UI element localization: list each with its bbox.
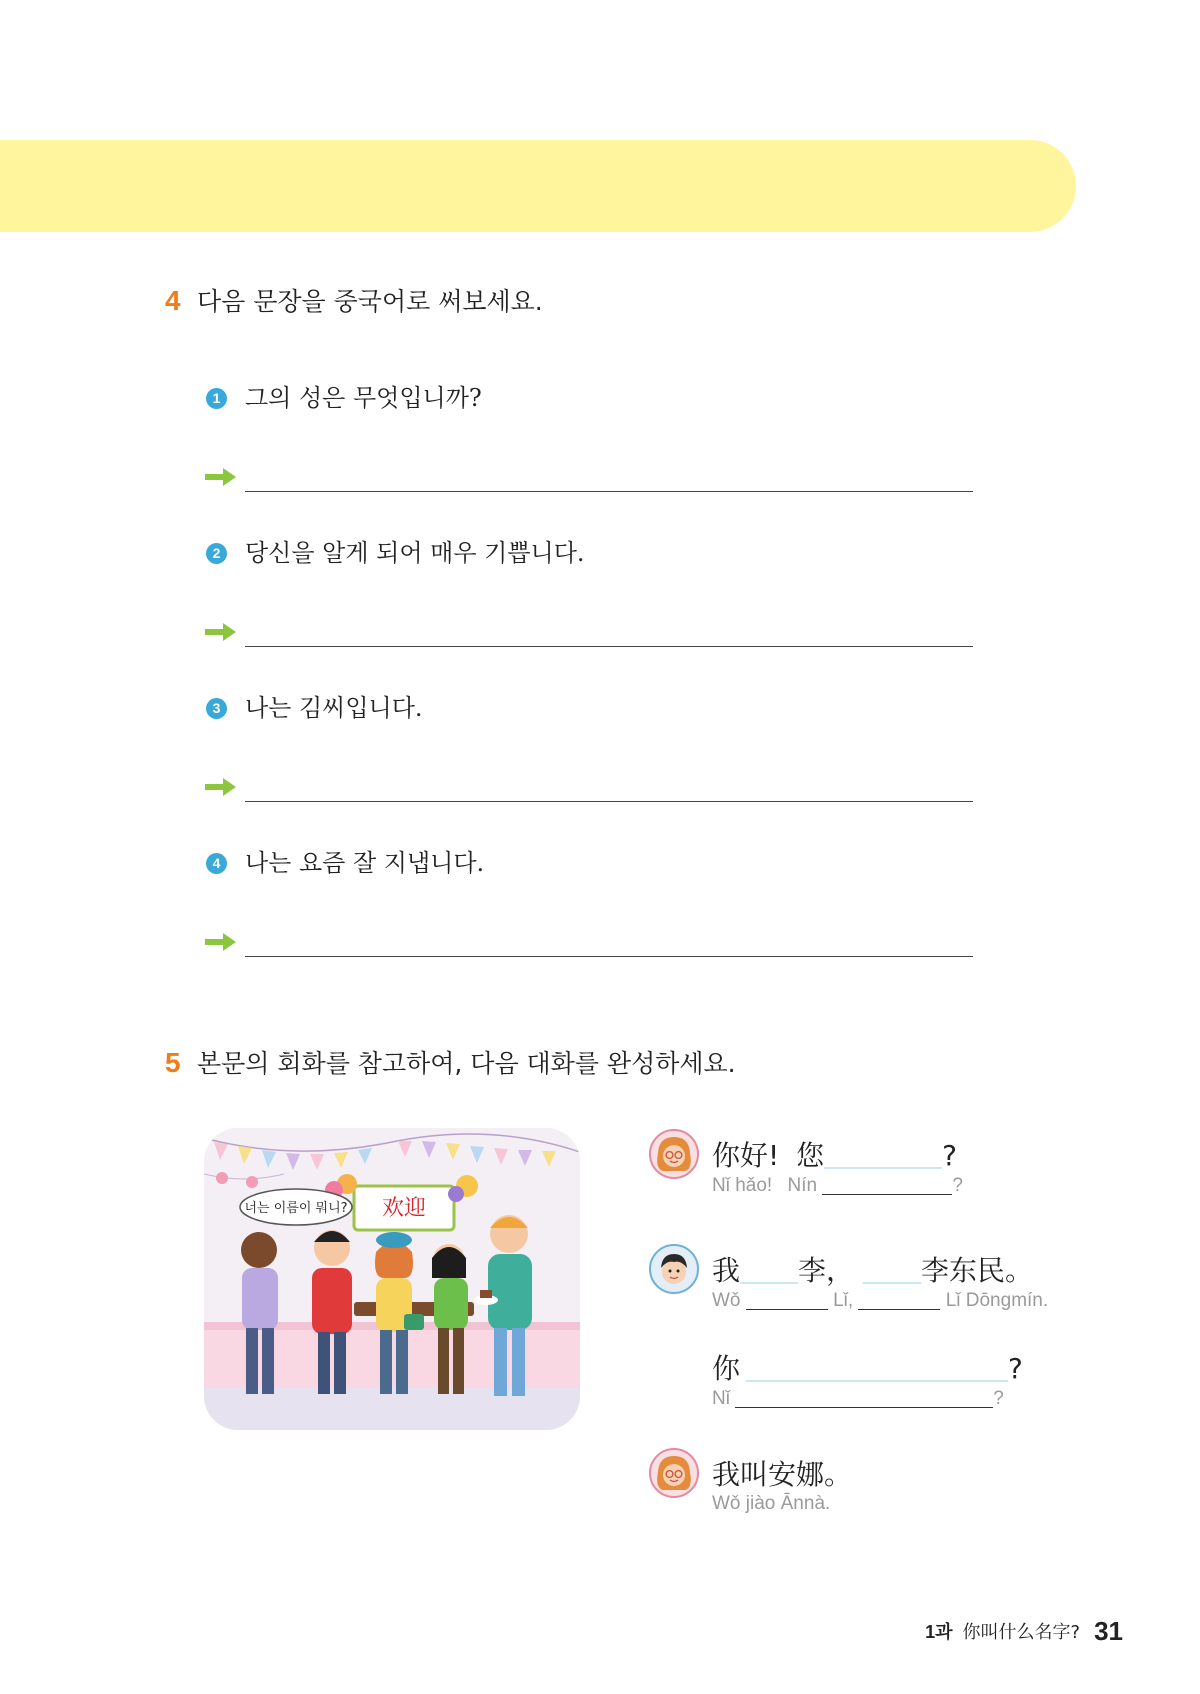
text-segment: Wǒ [712,1290,741,1311]
text-segment: 您 [796,1139,825,1172]
header-banner [0,140,1076,232]
text-segment: 李东民。 [920,1254,1033,1287]
fill-in-blank[interactable] [863,1254,921,1284]
page-number: 31 [1094,1616,1123,1646]
text-segment: ? [942,1139,958,1172]
text-segment: ? [993,1388,1004,1409]
fill-in-blank[interactable] [740,1254,798,1284]
question-4-heading [165,282,543,318]
answer-line[interactable] [245,491,973,492]
anna-avatar [649,1448,699,1498]
answer-line[interactable] [245,956,973,957]
page-footer [925,1616,1123,1647]
dialog-line-3-pinyin [712,1387,1004,1410]
arrow-right-icon [205,622,237,642]
dialog-line-1-pinyin [712,1174,963,1197]
party-scene-image [204,1128,580,1430]
dialog-line-2-cn [712,1249,1033,1289]
item-number-badge: 1 [206,388,227,409]
item-text: 당신을 알게 되어 매우 기쁩니다. [245,539,585,567]
q4-item-4 [206,843,484,878]
dialog-line-3-cn [712,1347,1023,1387]
text-segment: Nǐ hǎo! [712,1175,773,1196]
question-5-heading [165,1044,736,1080]
question-number: 4 [165,285,181,316]
text-segment: 我叫安娜。 [712,1458,853,1491]
girl-face-icon [649,1448,699,1498]
item-number-badge: 3 [206,698,227,719]
girl-face-icon [649,1129,699,1179]
dialog-line-2-pinyin [712,1289,1048,1312]
text-segment: Wǒ jiào Ānnà. [712,1493,831,1514]
item-number-badge: 2 [206,543,227,564]
speech-bubble-text: 너는 이름이 뭐니? [244,1201,348,1216]
arrow-right-icon [205,467,237,487]
q4-item-3 [206,688,423,723]
item-text: 그의 성은 무엇입니까? [245,384,482,412]
arrow-right-icon [205,932,237,952]
dialog-line-4-pinyin [712,1493,830,1515]
fill-in-blank[interactable] [746,1352,1008,1382]
text-segment: ? [1008,1352,1023,1385]
text-segment: ? [952,1175,963,1196]
answer-line[interactable] [245,646,973,647]
q4-item-2 [206,533,585,568]
question-instruction: 다음 문장을 중국어로 써보세요. [197,287,543,316]
fill-in-blank[interactable] [735,1387,993,1408]
text-segment: 我 [712,1254,741,1287]
dialog-line-4-cn [712,1453,852,1493]
boy-face-icon [649,1244,699,1294]
text-segment: 你 [712,1352,741,1385]
fill-in-blank[interactable] [858,1289,940,1310]
text-segment: 李， [798,1254,855,1287]
text-segment: Lǐ Dōngmín. [945,1290,1049,1311]
lesson-label: 1과 [925,1622,953,1642]
fill-in-blank[interactable] [746,1289,828,1310]
text-segment: Nín [787,1175,818,1196]
dialog-line-1-cn [712,1134,957,1174]
party-illustration [204,1128,580,1430]
fill-in-blank[interactable] [824,1139,942,1169]
dongmin-avatar [649,1244,699,1294]
q4-item-1 [206,378,482,413]
text-segment: Nǐ [712,1388,730,1409]
text-segment: Lǐ, [833,1290,854,1311]
question-number: 5 [165,1047,181,1078]
question-instruction: 본문의 회화를 참고하여, 다음 대화를 완성하세요. [197,1049,736,1078]
answer-line[interactable] [245,801,973,802]
item-text: 나는 요즘 잘 지냅니다. [245,849,485,877]
item-number-badge: 4 [206,853,227,874]
lesson-title: 你叫什么名字? [962,1622,1081,1643]
fill-in-blank[interactable] [822,1174,952,1195]
banner-sign-text: 欢迎 [381,1196,427,1221]
item-text: 나는 김씨입니다. [245,694,423,722]
arrow-right-icon [205,777,237,797]
text-segment: 你好! [712,1139,780,1172]
anna-avatar [649,1129,699,1179]
